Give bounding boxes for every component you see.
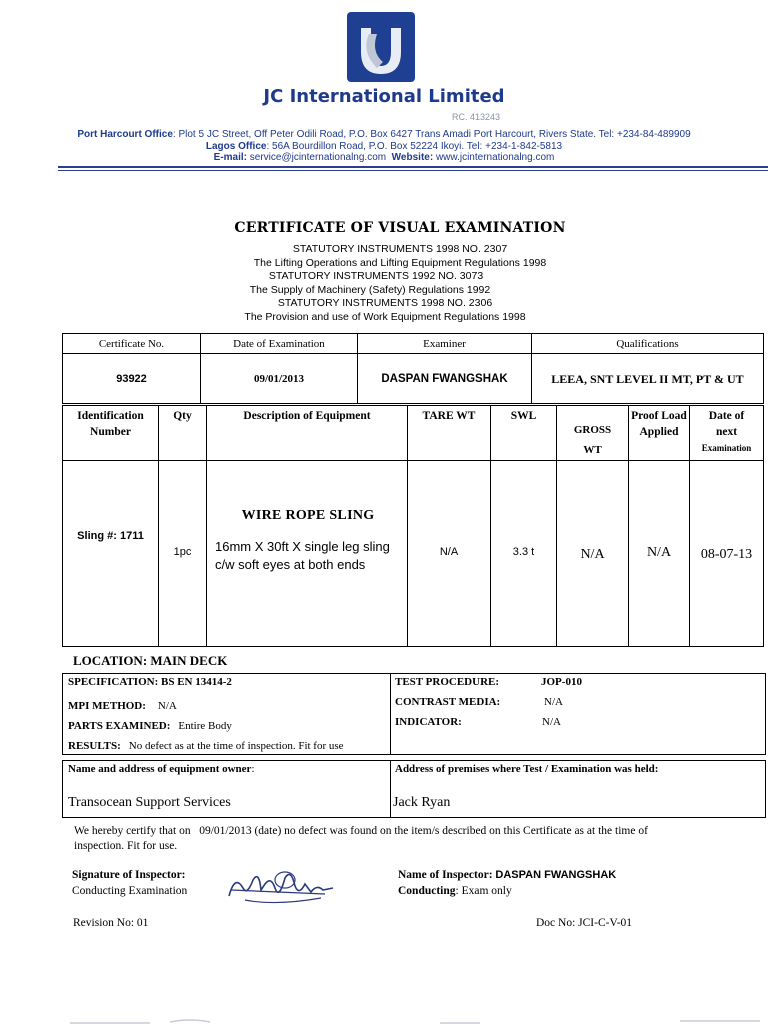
equipment-title: WIRE ROPE SLING — [241, 508, 375, 523]
certify-line-1: We hereby certify that on 09/01/2013 (date) no defect was found on the item/s described on this Certificate as at the time of — [74, 825, 648, 837]
equipment-description — [207, 461, 408, 647]
examination-date: 09/01/2013 — [201, 354, 358, 404]
inspection-details — [62, 673, 766, 755]
header-gross-wt: GROSS WT — [557, 406, 629, 461]
proof-load: N/A — [629, 461, 690, 647]
owner-label: Name and address of equipment owner: — [68, 763, 255, 775]
next-exam-date: 08-07-13 — [690, 461, 764, 647]
regulation-line: STATUTORY INSTRUMENTS 1992 NO. 3073 — [268, 270, 484, 283]
regulations-list — [0, 243, 768, 325]
revision-number: Revision No: 01 — [73, 917, 149, 929]
contrast-media-value: N/A — [544, 696, 563, 708]
header-proof-load: Proof Load Applied — [629, 406, 690, 461]
gross-weight: N/A — [557, 461, 629, 647]
column-divider — [390, 761, 391, 817]
header-qty: Qty — [159, 406, 207, 461]
company-logo — [347, 12, 415, 82]
header-next-exam-line1: Date of next — [708, 410, 745, 438]
premises-value: Jack Ryan — [393, 795, 451, 810]
specification: SPECIFICATION: BS EN 13414-2 — [68, 676, 232, 688]
header-date: Date of Examination — [201, 334, 358, 354]
regulation-line: STATUTORY INSTRUMENTS 1998 NO. 2307 — [292, 243, 508, 255]
regulation-line: STATUTORY INSTRUMENTS 1998 NO. 2306 — [277, 297, 493, 310]
regulation-line: The Provision and use of Work Equipment Regulations 1998 — [244, 310, 526, 323]
parts-examined: PARTS EXAMINED: Entire Body — [68, 720, 232, 732]
regulation-line: The Lifting Operations and Lifting Equipment Regulations 1998 — [253, 256, 547, 269]
header-divider — [58, 166, 768, 168]
premises-label: Address of premises where Test / Examination was held: — [395, 763, 659, 775]
summary-table — [62, 333, 764, 404]
owner-details — [62, 760, 766, 818]
page-bottom-edge — [60, 1016, 768, 1024]
header-identification: Identification Number — [63, 406, 159, 461]
header-qualifications: Qualifications — [532, 334, 764, 354]
results: RESULTS: No defect as at the time of inspection. Fit for use — [68, 740, 344, 752]
header-divider-thin — [58, 170, 768, 171]
column-divider — [390, 674, 391, 754]
company-name: JC International Limited — [263, 86, 505, 107]
signature-label: Signature of Inspector: — [72, 869, 186, 881]
header-next-exam — [690, 406, 764, 461]
location-label: LOCATION: MAIN DECK — [73, 653, 228, 668]
inspector-signature — [225, 866, 340, 910]
signature-sub: Conducting Examination — [72, 885, 188, 897]
test-procedure-label: TEST PROCEDURE: — [395, 676, 500, 688]
certificate-number: 93922 — [63, 354, 201, 404]
tare-weight: N/A — [408, 461, 491, 647]
inspector-name: Name of Inspector: DASPAN FWANGSHAK — [398, 869, 617, 881]
conducting: Conducting: Exam only — [398, 885, 512, 897]
header-tare-wt: TARE WT — [408, 406, 491, 461]
header-certificate-no: Certificate No. — [63, 334, 201, 354]
indicator-label: INDICATOR: — [395, 716, 462, 728]
identification-number: Sling #: 1711 — [63, 461, 159, 647]
port-harcourt-address: Port Harcourt Office: Plot 5 JC Street, Off Peter Odili Road, P.O. Box 6427 Trans Amadi Port Harcourt, Rivers State. Tel: +234-84-489909 — [77, 129, 691, 140]
indicator-value: N/A — [542, 716, 561, 728]
lagos-address: Lagos Office: 56A Bourdillon Road, P.O. Box 52224 Ikoyi. Tel: +234-1-842-5813 — [205, 141, 563, 152]
owner-value: Transocean Support Services — [68, 795, 231, 810]
header-description: Description of Equipment — [207, 406, 408, 461]
swl-value: 3.3 t — [491, 461, 557, 647]
quantity: 1pc — [159, 461, 207, 647]
rc-number: RC. 413243 — [452, 112, 501, 122]
header-examiner: Examiner — [358, 334, 532, 354]
document-number: Doc No: JCI-C-V-01 — [536, 917, 633, 929]
mpi-method: MPI METHOD: N/A — [68, 700, 177, 712]
qualifications-value: LEEA, SNT LEVEL II MT, PT & UT — [532, 354, 764, 404]
header-next-exam-line2: Examination — [701, 443, 752, 453]
examiner-name: DASPAN FWANGSHAK — [358, 354, 532, 404]
certify-line-2: inspection. Fit for use. — [74, 840, 178, 852]
header-swl: SWL — [491, 406, 557, 461]
contrast-media-label: CONTRAST MEDIA: — [395, 696, 501, 708]
test-procedure-value: JOP-010 — [541, 676, 582, 688]
equipment-table — [62, 405, 764, 647]
certificate-title: CERTIFICATE OF VISUAL EXAMINATION — [234, 220, 566, 236]
contact-line: E-mail: service@jcinternationalng.com Website: www.jcinternationalng.com — [213, 152, 555, 163]
equipment-details: 16mm X 30ft X single leg sling c/w soft eyes at both ends — [215, 539, 390, 572]
regulation-line: The Supply of Machinery (Safety) Regulations 1992 — [249, 283, 491, 296]
